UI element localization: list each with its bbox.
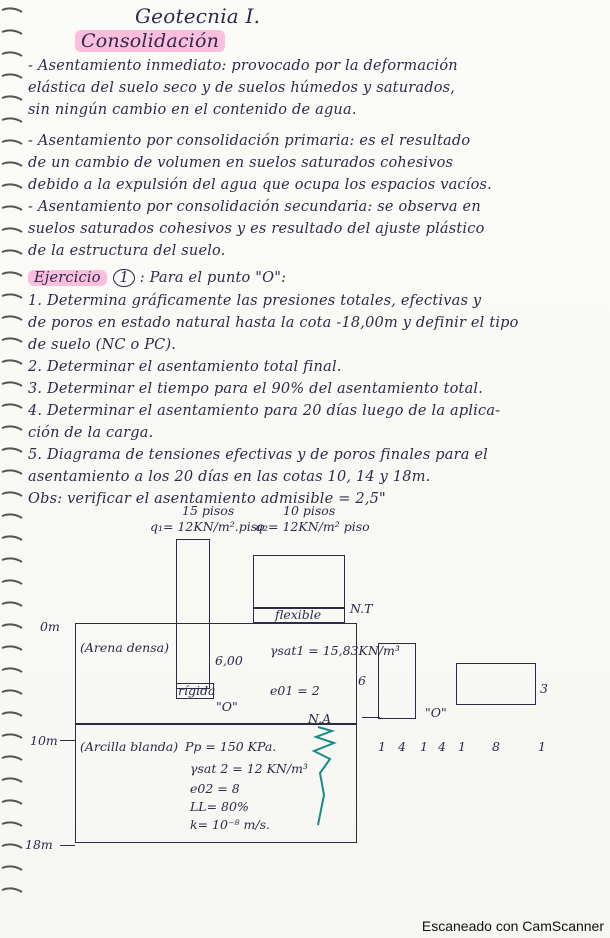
exercise-number: 1 — [113, 269, 134, 287]
plan-ground-tick — [362, 717, 380, 718]
building2-load: q₂= 12KN/m² piso — [255, 519, 370, 534]
paragraph-line: elástica del suelo seco y de suelos húmedos y saturados, — [28, 80, 456, 96]
exercise-item-line: ción de la carga. — [28, 425, 154, 441]
depth-18-tick — [60, 845, 75, 846]
page-title: Geotecnia I. — [135, 4, 261, 28]
clay-unit-weight: γsat 2 = 12 KN/m³ — [190, 761, 308, 776]
depth-10-label: 10m — [30, 733, 58, 748]
plan-dim-bottom: 4 — [438, 739, 446, 754]
exercise-item-line: 1. Determina gráficamente las presiones totales, efectivas y — [28, 293, 482, 309]
exercise-item-line: 5. Diagrama de tensiones efectivas y de poros finales para el — [28, 447, 488, 463]
exercise-label: Ejercicio — [28, 270, 107, 286]
plan-dim-bottom: 4 — [398, 739, 406, 754]
plan-dim-bottom: 1 — [538, 739, 546, 754]
plan-dimension-3: 3 — [540, 681, 548, 696]
paragraph-line: - Asentamiento inmediato: provocado por la deformación — [28, 58, 458, 74]
exercise-item-line: 2. Determinar el asentamiento total final. — [28, 359, 342, 375]
plan-dim-bottom: 1 — [458, 739, 466, 754]
plan-dim-bottom: 1 — [378, 739, 386, 754]
depth-0-label: 0m — [40, 619, 60, 634]
short-building — [253, 555, 345, 609]
clay-liquid-limit: LL= 80% — [190, 799, 249, 814]
paragraph-line: sin ningún cambio en el contenido de agua. — [28, 102, 357, 118]
point-o-label: "O" — [216, 699, 238, 714]
plan-point-o: "O" — [425, 705, 447, 720]
flexible-label: flexible — [275, 607, 322, 622]
paragraph-line: - Asentamiento por consolidación primaria: es el resultado — [28, 133, 471, 149]
building2-floors: 10 pisos — [283, 503, 336, 518]
plan-dim-bottom: 8 — [492, 739, 500, 754]
water-table-label: N.A — [308, 711, 332, 726]
plan-dim-bottom: 1 — [420, 739, 428, 754]
sand-void-ratio: e01 = 2 — [270, 683, 320, 698]
clay-permeability: k= 10⁻⁸ m/s. — [190, 817, 270, 832]
building1-floors: 15 pisos — [182, 503, 235, 518]
depth-10-tick — [60, 740, 75, 741]
exercise-item-line: asentamiento a los 20 días en las cotas 10, 14 y 18m. — [28, 469, 431, 485]
paragraph-line: de la estructura del suelo. — [28, 243, 226, 259]
sand-name: (Arena densa) — [80, 640, 169, 655]
plan-rectangle-tall — [378, 643, 416, 719]
soil-profile-diagram — [0, 495, 610, 895]
paragraph-line: debido a la expulsión del agua que ocupa los espacios vacíos. — [28, 177, 492, 193]
clay-preconsolidation: Pp = 150 KPa. — [185, 739, 277, 754]
plan-rectangle-wide — [456, 663, 536, 705]
clay-name: (Arcilla blanda) — [80, 739, 179, 754]
paragraph-line: suelos saturados cohesivos y es resultado del ajuste plástico — [28, 221, 485, 237]
scanner-watermark: Escaneado con CamScanner — [421, 918, 604, 934]
plan-dimension-6: 6 — [358, 673, 366, 688]
dimension-600: 6,00 — [215, 653, 243, 668]
exercise-heading — [28, 270, 286, 286]
paragraph-line: - Asentamiento por consolidación secundaria: se observa en — [28, 199, 481, 215]
exercise-item-line: 3. Determinar el tiempo para el 90% del asentamiento total. — [28, 381, 484, 397]
exercise-item-line: 4. Determinar el asentamiento para 20 días luego de la aplica- — [28, 403, 501, 419]
exercise-item-line: de poros en estado natural hasta la cota -18,00m y definir el tipo — [28, 315, 519, 331]
exercise-intro: : Para el punto "O": — [139, 270, 287, 286]
building1-load: q₁= 12KN/m².piso — [150, 519, 265, 534]
rigid-label: rígida — [178, 683, 216, 698]
depth-18-label: 18m — [25, 837, 53, 852]
section-heading — [75, 30, 225, 52]
exercise-item-line: de suelo (NC o PC). — [28, 337, 177, 353]
nt-label: N.T — [350, 601, 373, 616]
clay-void-ratio: e02 = 8 — [190, 781, 240, 796]
sand-unit-weight: γsat1 = 15,83KN/m³ — [270, 643, 400, 658]
exercise-observation: Obs: verificar el asentamiento admisible = 2,5" — [28, 491, 386, 507]
paragraph-line: de un cambio de volumen en suelos saturados cohesivos — [28, 155, 454, 171]
teal-scribble — [300, 725, 350, 835]
section-heading-text: Consolidación — [75, 30, 225, 52]
